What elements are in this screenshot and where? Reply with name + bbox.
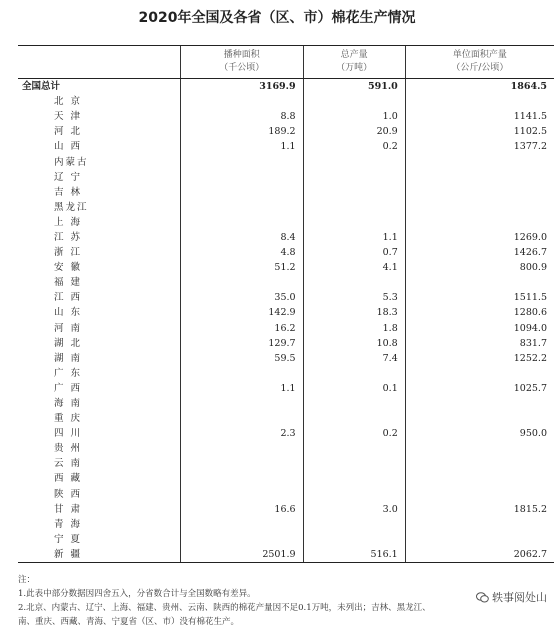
table-row bbox=[18, 109, 554, 124]
area-cell bbox=[181, 185, 304, 200]
area-cell: 35.0 bbox=[181, 290, 304, 305]
output-cell bbox=[303, 94, 405, 109]
output-cell bbox=[303, 441, 405, 456]
table-header-row bbox=[18, 46, 554, 79]
output-cell bbox=[303, 471, 405, 486]
output-cell bbox=[303, 215, 405, 230]
watermark-text: 轶事阅处山 bbox=[492, 591, 547, 604]
yield-cell: 1269.0 bbox=[405, 230, 554, 245]
output-cell: 5.3 bbox=[303, 290, 405, 305]
region-cell: 山 西 bbox=[54, 141, 83, 153]
area-cell bbox=[181, 411, 304, 426]
watermark bbox=[473, 588, 550, 606]
yield-cell: 1815.2 bbox=[405, 502, 554, 517]
table-row bbox=[18, 487, 554, 502]
output-cell: 20.9 bbox=[303, 124, 405, 139]
region-cell: 贵 州 bbox=[54, 443, 83, 455]
header-region bbox=[18, 46, 181, 79]
yield-cell bbox=[405, 94, 554, 109]
yield-cell: 2062.7 bbox=[405, 547, 554, 563]
region-cell: 宁 夏 bbox=[54, 533, 83, 545]
output-cell: 10.8 bbox=[303, 336, 405, 351]
region-cell: 辽 宁 bbox=[54, 171, 83, 183]
region-cell: 上 海 bbox=[54, 216, 83, 228]
yield-cell: 950.0 bbox=[405, 426, 554, 441]
area-cell bbox=[181, 200, 304, 215]
area-cell bbox=[181, 517, 304, 532]
table-row bbox=[18, 456, 554, 471]
table-row bbox=[18, 351, 554, 366]
table-row bbox=[18, 154, 554, 169]
region-cell: 青 海 bbox=[54, 518, 83, 530]
region-cell: 吉 林 bbox=[54, 186, 83, 198]
output-cell bbox=[303, 366, 405, 381]
table-row bbox=[18, 215, 554, 230]
yield-cell bbox=[405, 185, 554, 200]
output-cell: 0.2 bbox=[303, 426, 405, 441]
output-cell: 0.2 bbox=[303, 139, 405, 154]
area-cell: 2501.9 bbox=[181, 547, 304, 563]
table-row bbox=[18, 366, 554, 381]
region-cell: 黑龙江 bbox=[54, 201, 89, 213]
output-cell bbox=[303, 154, 405, 169]
area-cell bbox=[181, 154, 304, 169]
area-cell bbox=[181, 94, 304, 109]
region-cell: 湖 南 bbox=[54, 352, 83, 364]
table-row bbox=[18, 547, 554, 563]
yield-cell: 1094.0 bbox=[405, 321, 554, 336]
region-cell: 山 东 bbox=[54, 307, 83, 319]
table-row bbox=[18, 517, 554, 532]
output-cell: 18.3 bbox=[303, 305, 405, 320]
area-cell: 51.2 bbox=[181, 260, 304, 275]
cotton-production-table bbox=[18, 45, 554, 563]
footnote-2-continued: 南、重庆、西藏、青海、宁夏省（区、市）没有棉花生产。 bbox=[18, 617, 240, 627]
yield-cell bbox=[405, 411, 554, 426]
table-total-row bbox=[18, 79, 554, 95]
yield-cell bbox=[405, 200, 554, 215]
table-row bbox=[18, 139, 554, 154]
output-cell bbox=[303, 275, 405, 290]
header-yield: 单位面积产量 （公斤/公顷） bbox=[405, 46, 554, 79]
table-row bbox=[18, 321, 554, 336]
area-cell bbox=[181, 441, 304, 456]
yield-cell bbox=[405, 154, 554, 169]
region-cell: 全国总计 bbox=[22, 81, 61, 93]
area-cell bbox=[181, 275, 304, 290]
yield-cell: 831.7 bbox=[405, 336, 554, 351]
table-row bbox=[18, 396, 554, 411]
yield-cell bbox=[405, 517, 554, 532]
table-row bbox=[18, 245, 554, 260]
page-title: 2020年全国及各省（区、市）棉花生产情况 bbox=[138, 10, 416, 26]
area-cell: 4.8 bbox=[181, 245, 304, 260]
area-cell: 189.2 bbox=[181, 124, 304, 139]
header-area: 播种面积 （千公顷） bbox=[181, 46, 304, 79]
output-cell: 516.1 bbox=[303, 547, 405, 563]
output-cell bbox=[303, 411, 405, 426]
region-cell: 海 南 bbox=[54, 398, 83, 410]
table-row bbox=[18, 290, 554, 305]
area-cell: 2.3 bbox=[181, 426, 304, 441]
output-cell bbox=[303, 487, 405, 502]
area-cell bbox=[181, 487, 304, 502]
area-cell: 8.8 bbox=[181, 109, 304, 124]
area-cell: 3169.9 bbox=[181, 79, 304, 95]
region-cell: 北 京 bbox=[54, 96, 83, 108]
yield-cell: 1141.5 bbox=[405, 109, 554, 124]
region-cell: 广 东 bbox=[54, 367, 83, 379]
footnote-label: 注： bbox=[18, 575, 36, 585]
region-cell: 重 庆 bbox=[54, 413, 83, 425]
region-cell: 广 西 bbox=[54, 382, 83, 394]
wechat-icon bbox=[476, 592, 489, 603]
yield-cell bbox=[405, 170, 554, 185]
area-cell: 59.5 bbox=[181, 351, 304, 366]
output-cell: 1.1 bbox=[303, 230, 405, 245]
area-cell bbox=[181, 366, 304, 381]
output-cell: 591.0 bbox=[303, 79, 405, 95]
region-cell: 湖 北 bbox=[54, 337, 83, 349]
yield-cell: 1864.5 bbox=[405, 79, 554, 95]
table-row bbox=[18, 260, 554, 275]
output-cell bbox=[303, 200, 405, 215]
table-row bbox=[18, 305, 554, 320]
table-row bbox=[18, 502, 554, 517]
output-cell: 7.4 bbox=[303, 351, 405, 366]
output-cell bbox=[303, 396, 405, 411]
output-cell bbox=[303, 456, 405, 471]
region-cell: 河 北 bbox=[54, 126, 83, 138]
table-row bbox=[18, 471, 554, 486]
yield-cell: 1377.2 bbox=[405, 139, 554, 154]
area-cell bbox=[181, 396, 304, 411]
footnotes bbox=[18, 573, 548, 629]
region-cell: 河 南 bbox=[54, 322, 83, 334]
table-row bbox=[18, 170, 554, 185]
yield-cell: 1280.6 bbox=[405, 305, 554, 320]
yield-cell bbox=[405, 471, 554, 486]
yield-cell: 1426.7 bbox=[405, 245, 554, 260]
area-cell: 8.4 bbox=[181, 230, 304, 245]
table-row bbox=[18, 230, 554, 245]
area-cell bbox=[181, 170, 304, 185]
yield-cell bbox=[405, 532, 554, 547]
table-row bbox=[18, 275, 554, 290]
header-output: 总产量 （万吨） bbox=[303, 46, 405, 79]
table-row bbox=[18, 532, 554, 547]
area-cell bbox=[181, 456, 304, 471]
yield-cell bbox=[405, 441, 554, 456]
yield-cell bbox=[405, 215, 554, 230]
table-row bbox=[18, 441, 554, 456]
yield-cell: 1102.5 bbox=[405, 124, 554, 139]
area-cell bbox=[181, 471, 304, 486]
output-cell bbox=[303, 532, 405, 547]
area-cell bbox=[181, 532, 304, 547]
output-cell: 1.8 bbox=[303, 321, 405, 336]
region-cell: 浙 江 bbox=[54, 247, 83, 259]
table-row bbox=[18, 185, 554, 200]
region-cell: 四 川 bbox=[54, 428, 83, 440]
yield-cell bbox=[405, 366, 554, 381]
area-cell: 16.6 bbox=[181, 502, 304, 517]
yield-cell bbox=[405, 396, 554, 411]
area-cell: 1.1 bbox=[181, 381, 304, 396]
output-cell bbox=[303, 517, 405, 532]
region-cell: 云 南 bbox=[54, 458, 83, 470]
region-cell: 陕 西 bbox=[54, 488, 83, 500]
region-cell: 江 苏 bbox=[54, 231, 83, 243]
footnote-2: 2.北京、内蒙古、辽宁、上海、福建、贵州、云南、陕西的棉花产量因不足0.1万吨，未列出；吉林、黑龙江、 bbox=[18, 603, 431, 613]
yield-cell: 1511.5 bbox=[405, 290, 554, 305]
yield-cell bbox=[405, 487, 554, 502]
region-cell: 福 建 bbox=[54, 277, 83, 289]
area-cell bbox=[181, 215, 304, 230]
yield-cell: 1252.2 bbox=[405, 351, 554, 366]
region-cell: 安 徽 bbox=[54, 262, 83, 274]
output-cell bbox=[303, 170, 405, 185]
region-cell: 天 津 bbox=[54, 111, 83, 123]
area-cell: 1.1 bbox=[181, 139, 304, 154]
yield-cell: 1025.7 bbox=[405, 381, 554, 396]
output-cell: 4.1 bbox=[303, 260, 405, 275]
output-cell: 0.1 bbox=[303, 381, 405, 396]
yield-cell bbox=[405, 456, 554, 471]
yield-cell bbox=[405, 275, 554, 290]
region-cell: 内蒙古 bbox=[54, 156, 89, 168]
area-cell: 129.7 bbox=[181, 336, 304, 351]
table-row bbox=[18, 336, 554, 351]
area-cell: 16.2 bbox=[181, 321, 304, 336]
area-cell: 142.9 bbox=[181, 305, 304, 320]
table-row bbox=[18, 200, 554, 215]
table-row bbox=[18, 124, 554, 139]
yield-cell: 800.9 bbox=[405, 260, 554, 275]
output-cell: 3.0 bbox=[303, 502, 405, 517]
table-row bbox=[18, 426, 554, 441]
table-row bbox=[18, 411, 554, 426]
region-cell: 江 西 bbox=[54, 292, 83, 304]
region-cell: 新 疆 bbox=[18, 547, 181, 563]
footnote-1: 1.此表中部分数据因四舍五入，分省数合计与全国数略有差异。 bbox=[18, 589, 256, 599]
region-cell: 甘 肃 bbox=[54, 503, 83, 515]
output-cell bbox=[303, 185, 405, 200]
table-row bbox=[18, 381, 554, 396]
region-cell: 西 藏 bbox=[54, 473, 83, 485]
table-row bbox=[18, 94, 554, 109]
output-cell: 1.0 bbox=[303, 109, 405, 124]
output-cell: 0.7 bbox=[303, 245, 405, 260]
